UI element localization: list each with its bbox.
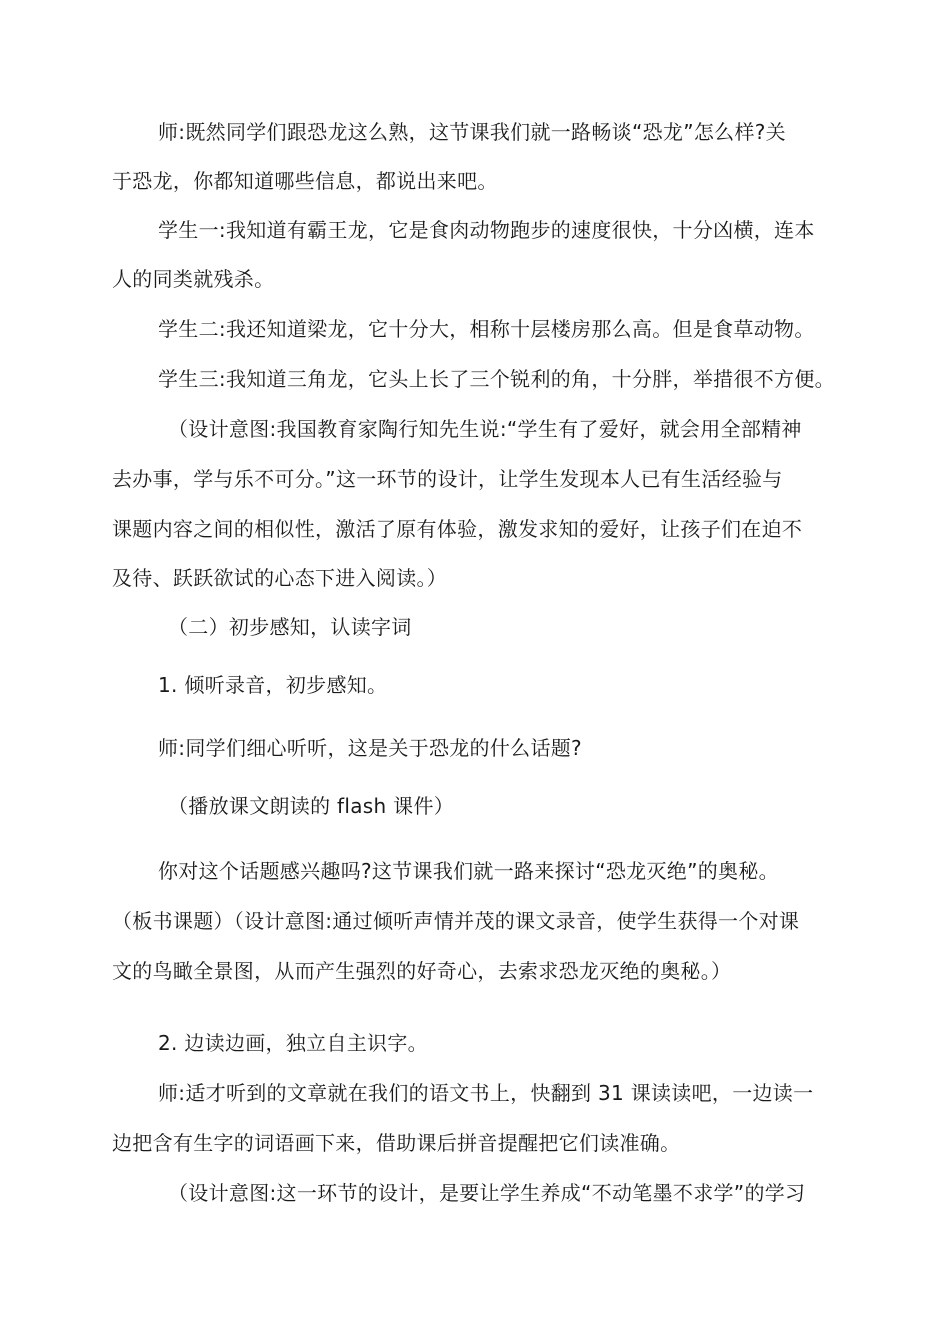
numbered-item: 2. 边读边画，独立自主识字。 — [158, 1031, 428, 1055]
paragraph-line: （设计意图:我国教育家陶行知先生说:“学生有了爱好，就会用全部精神 — [168, 417, 802, 441]
section-heading: （二）初步感知，认读字词 — [168, 615, 412, 639]
paragraph-line: 学生三:我知道三角龙，它头上长了三个锐利的角，十分胖，举措很不方便。 — [158, 367, 835, 391]
paragraph-line: 课题内容之间的相似性，激活了原有体验，激发求知的爱好，让孩子们在迫不 — [112, 517, 803, 541]
paragraph-line: 于恐龙，你都知道哪些信息，都说出来吧。 — [112, 169, 498, 193]
paragraph-line: 师:同学们细心听听，这是关于恐龙的什么话题? — [158, 736, 582, 760]
paragraph-line: 学生二:我还知道梁龙，它十分大，相称十层楼房那么高。但是食草动物。 — [158, 317, 815, 341]
paragraph-line: 边把含有生字的词语画下来，借助课后拼音提醒把它们读准确。 — [112, 1131, 681, 1155]
paragraph-line: 去办事，学与乐不可分。”这一环节的设计，让学生发现本人已有生活经验与 — [112, 467, 783, 491]
numbered-item: 1. 倾听录音，初步感知。 — [158, 673, 388, 697]
paragraph-line: （板书课题）（设计意图:通过倾听声情并茂的课文录音，使学生获得一个对课 — [112, 909, 800, 933]
paragraph-line: 你对这个话题感兴趣吗?这节课我们就一路来探讨“恐龙灭绝”的奥秘。 — [158, 859, 779, 883]
paragraph-line: 师:适才听到的文章就在我们的语文书上，快翻到 31 课读读吧，一边读一 — [158, 1081, 814, 1105]
paragraph-line: （播放课文朗读的 flash 课件） — [168, 794, 455, 818]
paragraph-line: 学生一:我知道有霸王龙，它是食肉动物跑步的速度很快，十分凶横，连本 — [158, 218, 815, 242]
paragraph-line: 人的同类就残杀。 — [112, 267, 275, 291]
paragraph-line: 及待、跃跃欲试的心态下进入阅读。） — [112, 566, 448, 590]
paragraph-line: 文的鸟瞰全景图，从而产生强烈的好奇心，去索求恐龙灭绝的奥秘。） — [112, 959, 732, 983]
paragraph-line: 师:既然同学们跟恐龙这么熟，这节课我们就一路畅谈“恐龙”怎么样?关 — [158, 120, 786, 144]
paragraph-line: （设计意图:这一环节的设计，是要让学生养成“不动笔墨不求学”的学习 — [168, 1181, 806, 1205]
